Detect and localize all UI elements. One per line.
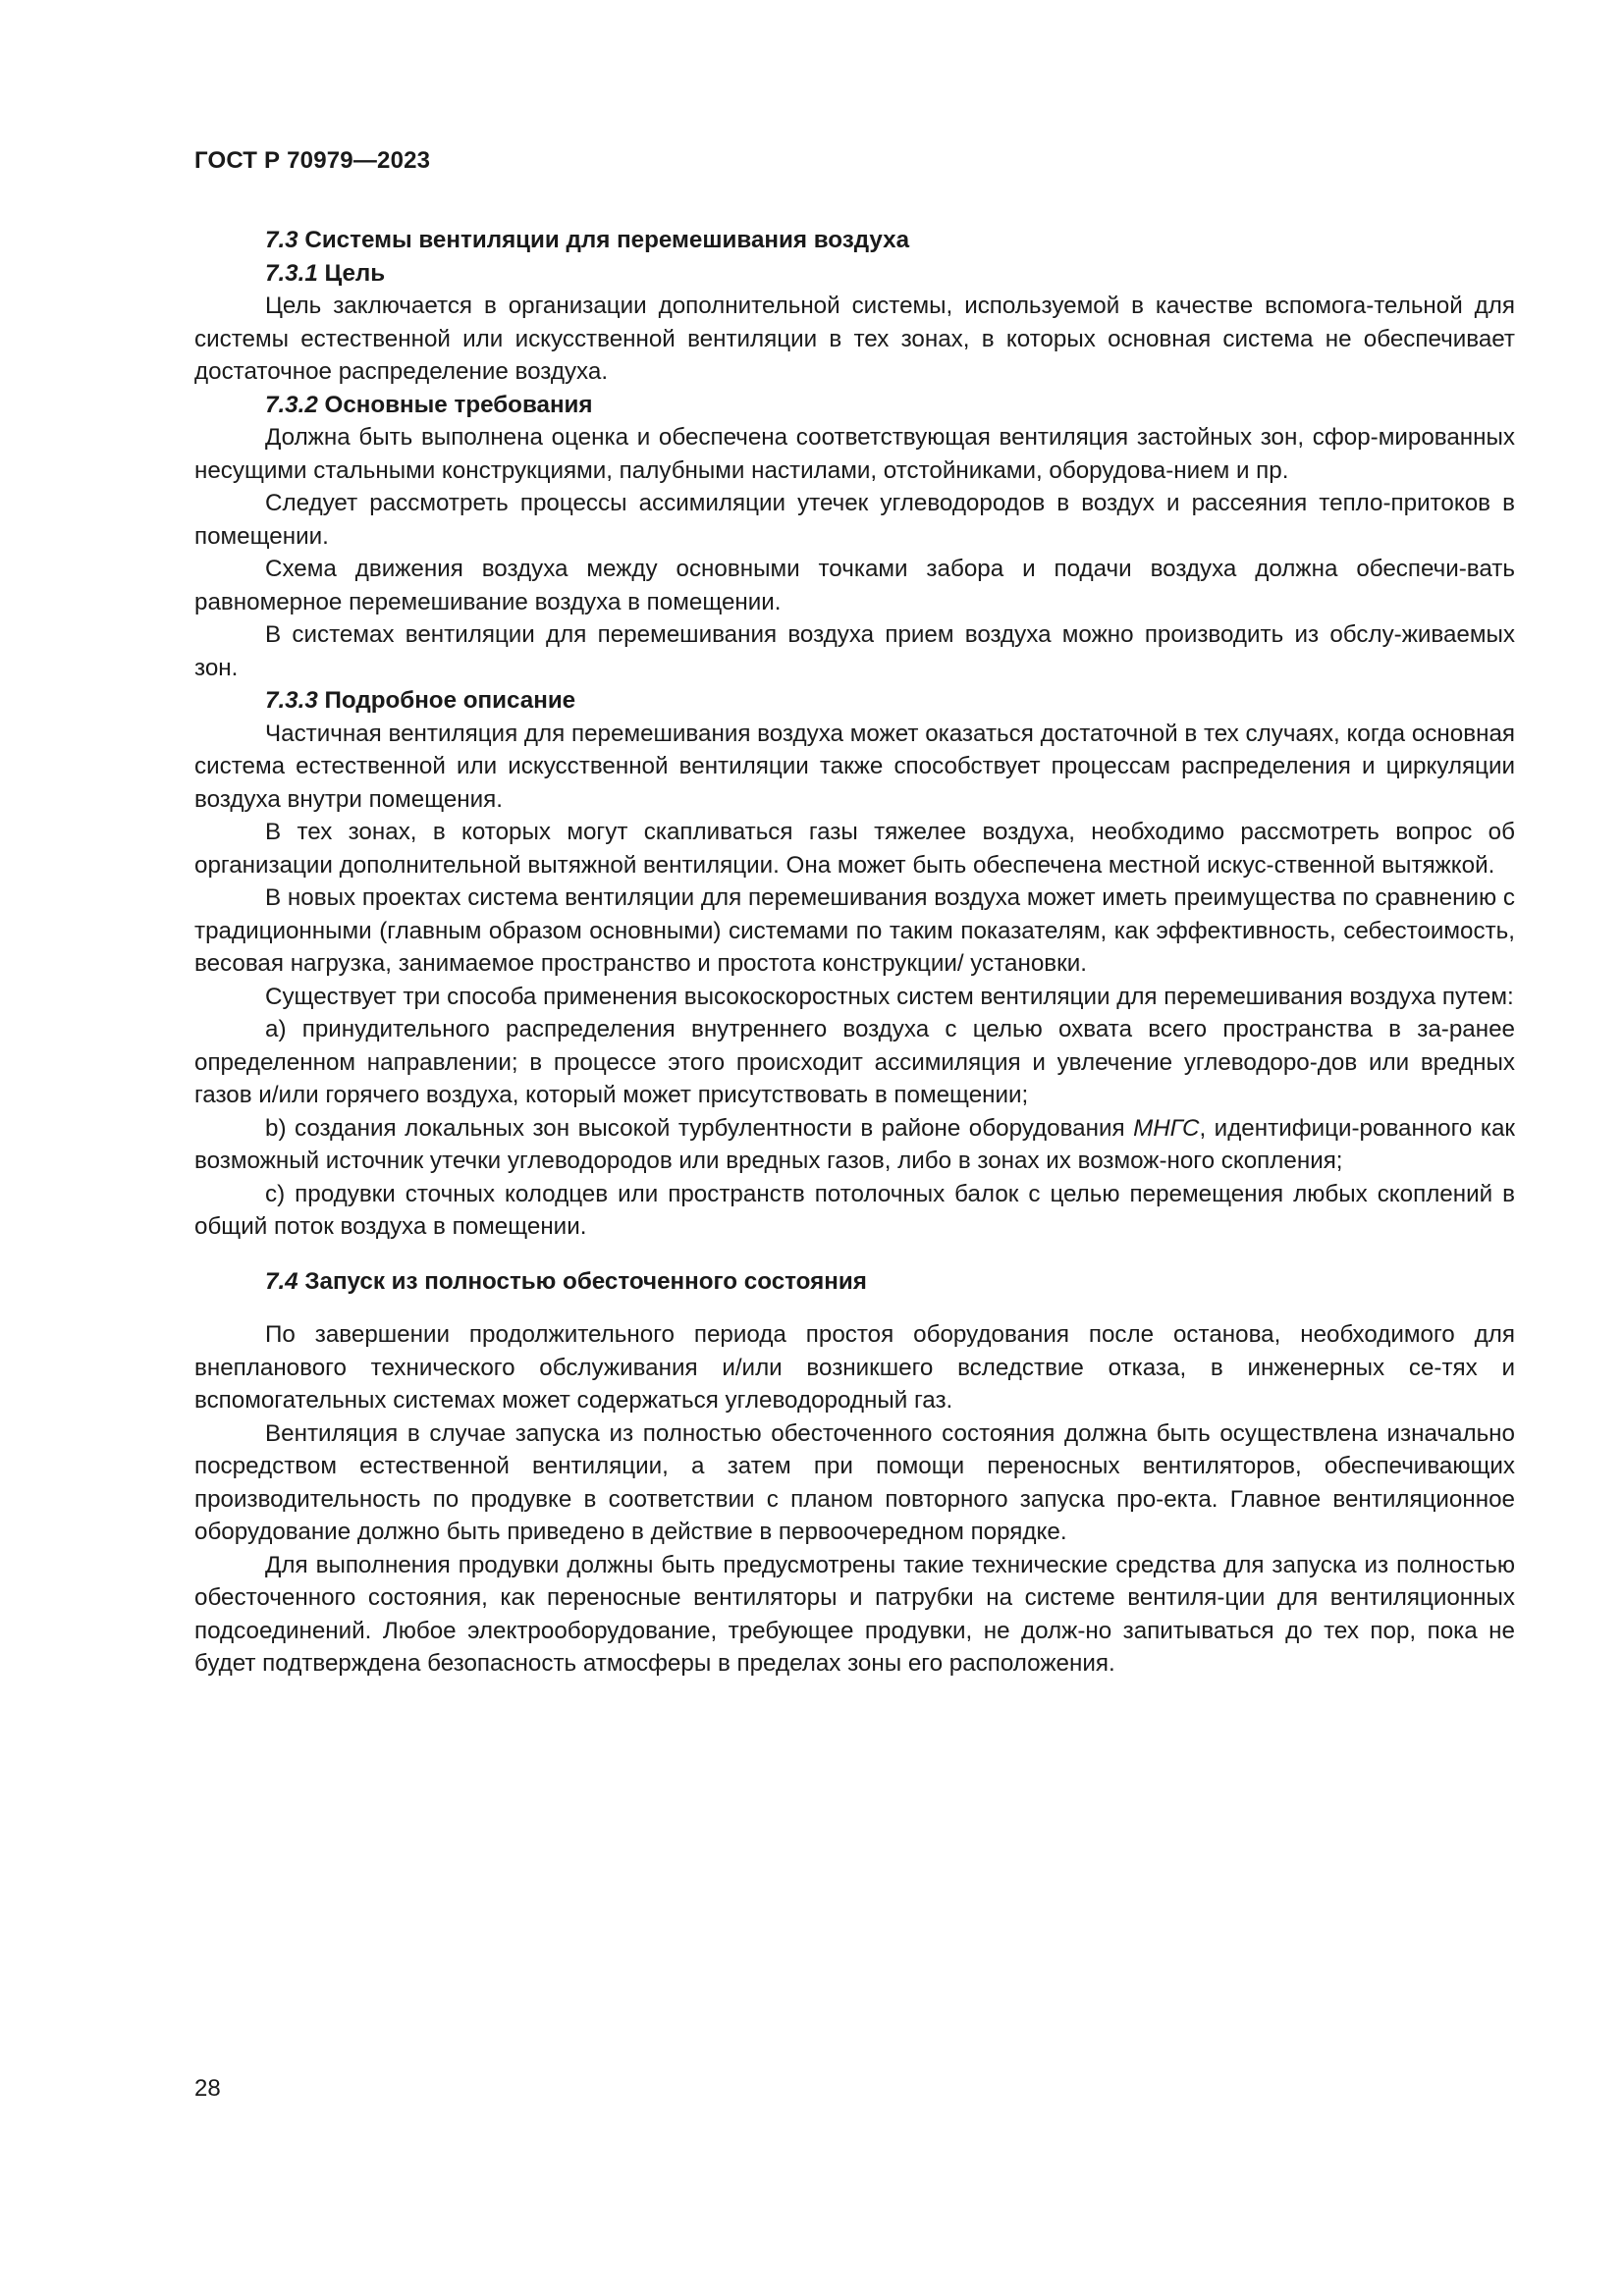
paragraph: Следует рассмотреть процессы ассимиляции утечек углеводородов в воздух и рассеяния тепло-притоков в помещении. [194, 490, 1515, 550]
page-number: 28 [194, 2075, 221, 2102]
paragraph: Для выполнения продувки должны быть предусмотрены такие технические средства для запуска из полностью обесточенного состояния, как переносные вентиляторы и патрубки на системе вентиля-ции для вентиляционных подсоединений. Любое электрооборудование, требующее продувки, не долж-но запитываться до тех пор, пока не будет подтверждена безопасность атмосферы в пределах зоны его расположения. [194, 1551, 1515, 1677]
paragraph: Частичная вентиляция для перемешивания воздуха может оказаться достаточной в тех случаях, когда основная система естественной или искусственной вентиляции также способствует процессам распределения и циркуляции воздуха внутри помещения. [194, 720, 1515, 813]
section-heading-7-3 [194, 224, 1515, 257]
paragraph: Вентиляция в случае запуска из полностью обесточенного состояния должна быть осуществлена изначально посредством естественной вентиляции, а затем при помощи переносных вентиляторов, обеспечивающих производительность по продувке в соответствии с планом повторного запуска про-екта. Главное вентиляционное оборудование должно быть приведено в действие в первоочередном порядке. [194, 1419, 1515, 1545]
paragraph: Цель заключается в организации дополнительной системы, используемой в качестве вспомога-тельной для системы естественной или искусственной вентиляции в тех зонах, в которых основная система не обеспечивает достаточное распределение воздуха. [194, 293, 1515, 385]
document-header: ГОСТ Р 70979—2023 [194, 147, 431, 174]
subsection-number: 7.3.2 [265, 391, 318, 418]
list-item-b-text-cont: , идентифици-рованного как возможный источник утечки углеводородов или вредных газов, либо в зонах их возмож-ного скопления; [194, 1114, 1515, 1174]
subsection-heading-7-3-1 [194, 257, 1515, 291]
paragraph: В новых проектах система вентиляции для перемешивания воздуха может иметь преимущества по сравнению с традиционными (главным образом основными) системами по таким показателям, как эффективность, себестоимость, весовая нагрузка, занимаемое пространство и простота конструкции/ установки. [194, 884, 1515, 977]
paragraph: По завершении продолжительного периода простоя оборудования после останова, необходимого для внепланового технического обслуживания и/или возникшего вследствие отказа, в инженерных се-тях и вспомогательных системах может содержаться углеводородный газ. [194, 1321, 1515, 1414]
list-item-b-text: b) создания локальных зон высокой турбулентности в районе оборудования [265, 1114, 1134, 1142]
paragraph: В системах вентиляции для перемешивания воздуха прием воздуха можно производить из обслу-живаемых зон. [194, 621, 1515, 681]
subsection-title: Цель [317, 259, 386, 287]
section-heading-7-4 [194, 1265, 1515, 1299]
term-mngs: МНГС [1133, 1114, 1200, 1142]
section-title: Запуск из полностью обесточенного состояния [298, 1267, 867, 1295]
subsection-title: Подробное описание [317, 687, 576, 714]
paragraph: Существует три способа применения высокоскоростных систем вентиляции для перемешивания воздуха путем: [265, 983, 1514, 1010]
subsection-number: 7.3.3 [265, 687, 318, 714]
paragraph: Должна быть выполнена оценка и обеспечена соответствующая вентиляция застойных зон, сфор-мированных несущими стальными конструкциями, палубными настилами, отстойниками, оборудова-нием и пр. [194, 424, 1515, 484]
document-body [194, 224, 1515, 1681]
list-item-a: а) принудительного распределения внутреннего воздуха с целью охвата всего пространства в за-ранее определенном направлении; в процессе этого происходит ассимиляция и увлечение углеводоро-дов или вредных газов и/или горячего воздуха, который может присутствовать в помещении; [194, 1016, 1515, 1108]
section-number: 7.3 [265, 227, 298, 253]
paragraph: В тех зонах, в которых могут скапливаться газы тяжелее воздуха, необходимо рассмотреть вопрос об организации дополнительной вытяжной вентиляции. Она может быть обеспечена местной искус-ственной вытяжкой. [194, 819, 1515, 879]
section-number: 7.4 [265, 1267, 298, 1295]
list-item-b [194, 1112, 1515, 1178]
section-title: Системы вентиляции для перемешивания воздуха [298, 227, 910, 253]
subsection-heading-7-3-3 [194, 684, 1515, 718]
subsection-number: 7.3.1 [265, 259, 318, 287]
paragraph: Схема движения воздуха между основными точками забора и подачи воздуха должна обеспечи-вать равномерное перемешивание воздуха в помещении. [194, 556, 1515, 615]
subsection-title: Основные требования [317, 391, 593, 418]
subsection-heading-7-3-2 [194, 389, 1515, 422]
list-item-c: с) продувки сточных колодцев или пространств потолочных балок с целью перемещения любых скоплений в общий поток воздуха в помещении. [194, 1180, 1515, 1240]
